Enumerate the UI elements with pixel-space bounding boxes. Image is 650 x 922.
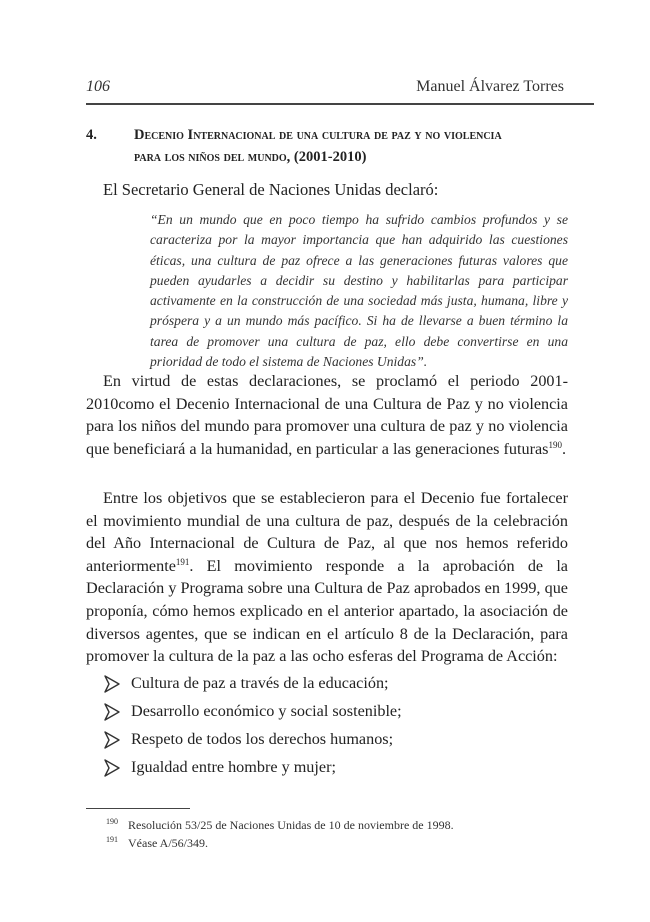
arrow-bullet-icon: [104, 731, 120, 749]
section-title: [134, 124, 566, 168]
bullet-list: [104, 674, 564, 786]
paragraph-2: [86, 487, 568, 668]
list-item-text: Respeto de todos los derechos humanos;: [131, 730, 394, 748]
paragraph-1-text: En virtud de estas declaraciones, se proclamó el periodo 2001-2010como el Decenio Internacional de una Cultura de Paz y no violencia para los niños del mundo para promover una cultura de paz y no violencia que beneficiará a la humanidad, en particular a las generaciones futuras: [86, 372, 568, 458]
footnote-text: Resolución 53/25 de Naciones Unidas de 10 de noviembre de 1998.: [128, 818, 454, 832]
list-item-text: Igualdad entre hombre y mujer;: [131, 758, 336, 776]
list-item: [104, 758, 564, 786]
paragraph-2-text-after: . El movimiento responde a la aprobación de la Declaración y Programa sobre una Cultura de Paz aprobados en 1999, que proponía, cómo hemos explicado en el anterior apartado, la asociación de diversos agentes, que se indican en el artículo 8 de la Declaración, para promover la cultura de la paz a las ocho esferas del Programa de Acción:: [86, 556, 568, 666]
list-item-text: Cultura de paz a través de la educación;: [131, 674, 389, 692]
footnote-text: Véase A/56/349.: [128, 836, 208, 850]
list-item-text: Desarrollo económico y social sostenible;: [131, 702, 402, 720]
footnote-ref-191[interactable]: 191: [175, 556, 190, 567]
section-title-years: (2001-2010): [293, 149, 367, 165]
page-number: 106: [86, 78, 110, 95]
footnote: [86, 834, 566, 852]
section-title-line-2: [134, 146, 566, 168]
list-item: [104, 730, 564, 758]
arrow-bullet-icon: [104, 703, 120, 721]
footnote-ref-190[interactable]: 190: [548, 439, 562, 450]
arrow-bullet-icon: [104, 675, 120, 693]
section-number: 4.: [86, 127, 97, 143]
arrow-bullet-icon: [104, 759, 120, 777]
running-author: Manuel Álvarez Torres: [416, 78, 564, 95]
block-quote: “En un mundo que en poco tiempo ha sufrido cambios profundos y se caracteriza por la mayor importancia que han adquirido las cuestiones éticas, una cultura de paz ofrece a las generaciones futuras valores que pueden ayudarles a decidir su destino y habilitarlas para participar activamente en la construcción de una sociedad más justa, humana, libre y próspera y a un mundo más pacífico. Si ha de llevarse a buen término la tarea de promover una cultura de paz, ello debe convertirse en una prioridad de todo el sistema de Naciones Unidas”.: [150, 212, 568, 370]
footnote-number: 191: [106, 835, 118, 844]
intro-sentence: El Secretario General de Naciones Unidas declaró:: [103, 180, 439, 199]
header-divider: [86, 103, 594, 105]
section-title-line-2-text: para los niños del mundo,: [134, 149, 291, 165]
footnote-number: 190: [106, 817, 118, 826]
paragraph-2-text-before: Entre los objetivos que se establecieron para el Decenio fue fortalecer el movimiento mundial de una cultura de paz, después de la celebración del Año Internacional de Cultura de Paz, al que nos hemos referido anteriormente: [86, 489, 568, 575]
list-item: [104, 674, 564, 702]
paragraph-1: [86, 370, 568, 460]
footnote: [86, 816, 566, 834]
paragraph-1-end: .: [561, 439, 567, 458]
footnotes: [86, 816, 566, 852]
section-title-line-1: Decenio Internacional de una cultura de paz y no violencia: [134, 127, 502, 143]
list-item: [104, 702, 564, 730]
footnote-divider: [86, 808, 190, 809]
